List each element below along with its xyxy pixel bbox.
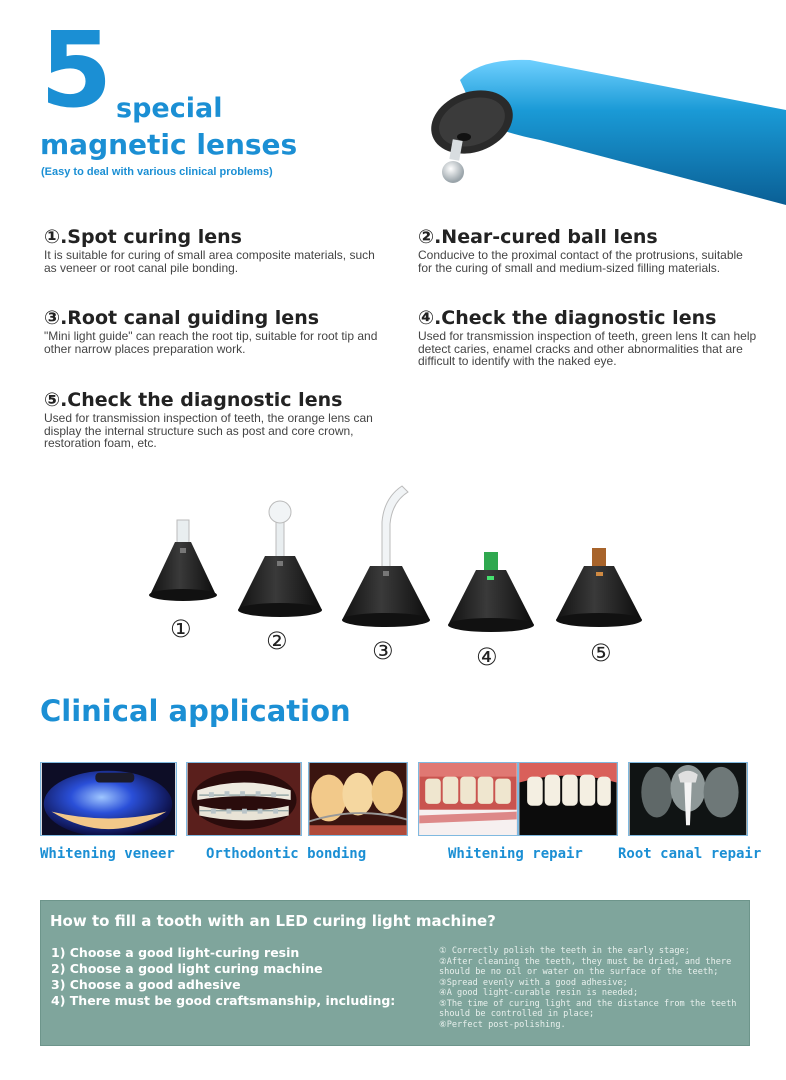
curing-light-handpiece-image	[420, 40, 786, 210]
root-canal-xray-photo	[628, 762, 748, 836]
note-item: ④A good light-curable resin is needed;	[439, 988, 639, 998]
info-box-title: How to fill a tooth with an LED curing light machine?	[50, 912, 496, 930]
product-number-4: ④	[476, 643, 498, 671]
title-magnetic-lenses: magnetic lenses	[40, 128, 298, 161]
note-item: ③Spread evenly with a good adhesive;	[439, 977, 628, 988]
lens-product-1	[149, 520, 217, 601]
step-item: 2) Choose a good light curing machine	[51, 961, 323, 976]
clinical-application-title: Clinical application	[40, 694, 351, 728]
lens-description: Used for transmission inspection of teeth, green lens It can help detect caries, enamel cracks and other abnormalities that are difficult to identify with the naked eye.	[418, 329, 757, 368]
lens-title: ③.Root canal guiding lens	[44, 307, 320, 329]
lens-diagnostic-green	[418, 307, 758, 368]
caption-whitening-veneer: Whitening veneer	[40, 846, 175, 862]
note-item: ⑥Perfect post-polishing.	[439, 1019, 566, 1030]
lens-product-3	[342, 486, 430, 627]
lens-title: ①.Spot curing lens	[44, 226, 242, 248]
product-number-5: ⑤	[590, 639, 612, 667]
note-item: ① Correctly polish the teeth in the early stage;	[439, 946, 690, 956]
caption-orthodontic-bonding: Orthodontic bonding	[206, 846, 367, 862]
lens-spot-curing	[44, 226, 384, 274]
lens-description: It is suitable for curing of small area composite materials, such as veneer or root canal pile bonding.	[44, 248, 375, 275]
orthodontic-bonding-photo	[308, 762, 408, 836]
orthodontic-braces-photo	[186, 762, 302, 836]
lens-product-2	[238, 501, 322, 617]
lens-product-5-orange	[556, 548, 642, 627]
lens-title: ②.Near-cured ball lens	[418, 226, 658, 248]
whitening-repair-before-photo	[418, 762, 518, 836]
lens-description: Used for transmission inspection of teeth, the orange lens can display the internal structure such as post and core crown, restoration foam, etc.	[44, 411, 373, 450]
product-number-2: ②	[266, 627, 288, 655]
lens-root-canal-guiding	[44, 307, 384, 355]
step-item: 3) Choose a good adhesive	[51, 977, 241, 992]
whitening-veneer-photo	[40, 762, 177, 836]
step-item: 4) There must be good craftsmanship, including:	[51, 993, 396, 1008]
product-number-1: ①	[170, 615, 192, 643]
lens-description: "Mini light guide" can reach the root tip, suitable for root tip and other narrow places preparation work.	[44, 329, 378, 356]
caption-whitening-repair: Whitening repair	[448, 846, 583, 862]
lens-near-cured-ball	[418, 226, 758, 274]
craftsmanship-notes-list	[439, 946, 744, 1030]
lens-title: ④.Check the diagnostic lens	[418, 307, 717, 329]
title-special: special	[116, 93, 223, 124]
how-to-fill-tooth-box	[40, 900, 750, 1046]
lens-product-4-green	[448, 552, 534, 632]
lens-description: Conducive to the proximal contact of the protrusions, suitable for the curing of small and medium-sized filling materials.	[418, 248, 743, 275]
whitening-repair-after-photo	[518, 762, 618, 836]
note-item: ⑤The time of curing light and the distance from the teeth should be controlled in place;	[439, 998, 737, 1019]
steps-list	[51, 945, 395, 1009]
product-number-3: ③	[372, 637, 394, 665]
lens-title: ⑤.Check the diagnostic lens	[44, 389, 343, 411]
caption-root-canal-repair: Root canal repair	[618, 846, 762, 862]
step-item: 1) Choose a good light-curing resin	[51, 945, 300, 960]
note-item: ②After cleaning the teeth, they must be dried, and there should be no oil or water on the surface of the teeth;	[439, 956, 732, 977]
subtitle: (Easy to deal with various clinical problems)	[41, 166, 273, 178]
big-number-five: 5	[40, 9, 111, 131]
lens-diagnostic-orange	[44, 389, 384, 450]
